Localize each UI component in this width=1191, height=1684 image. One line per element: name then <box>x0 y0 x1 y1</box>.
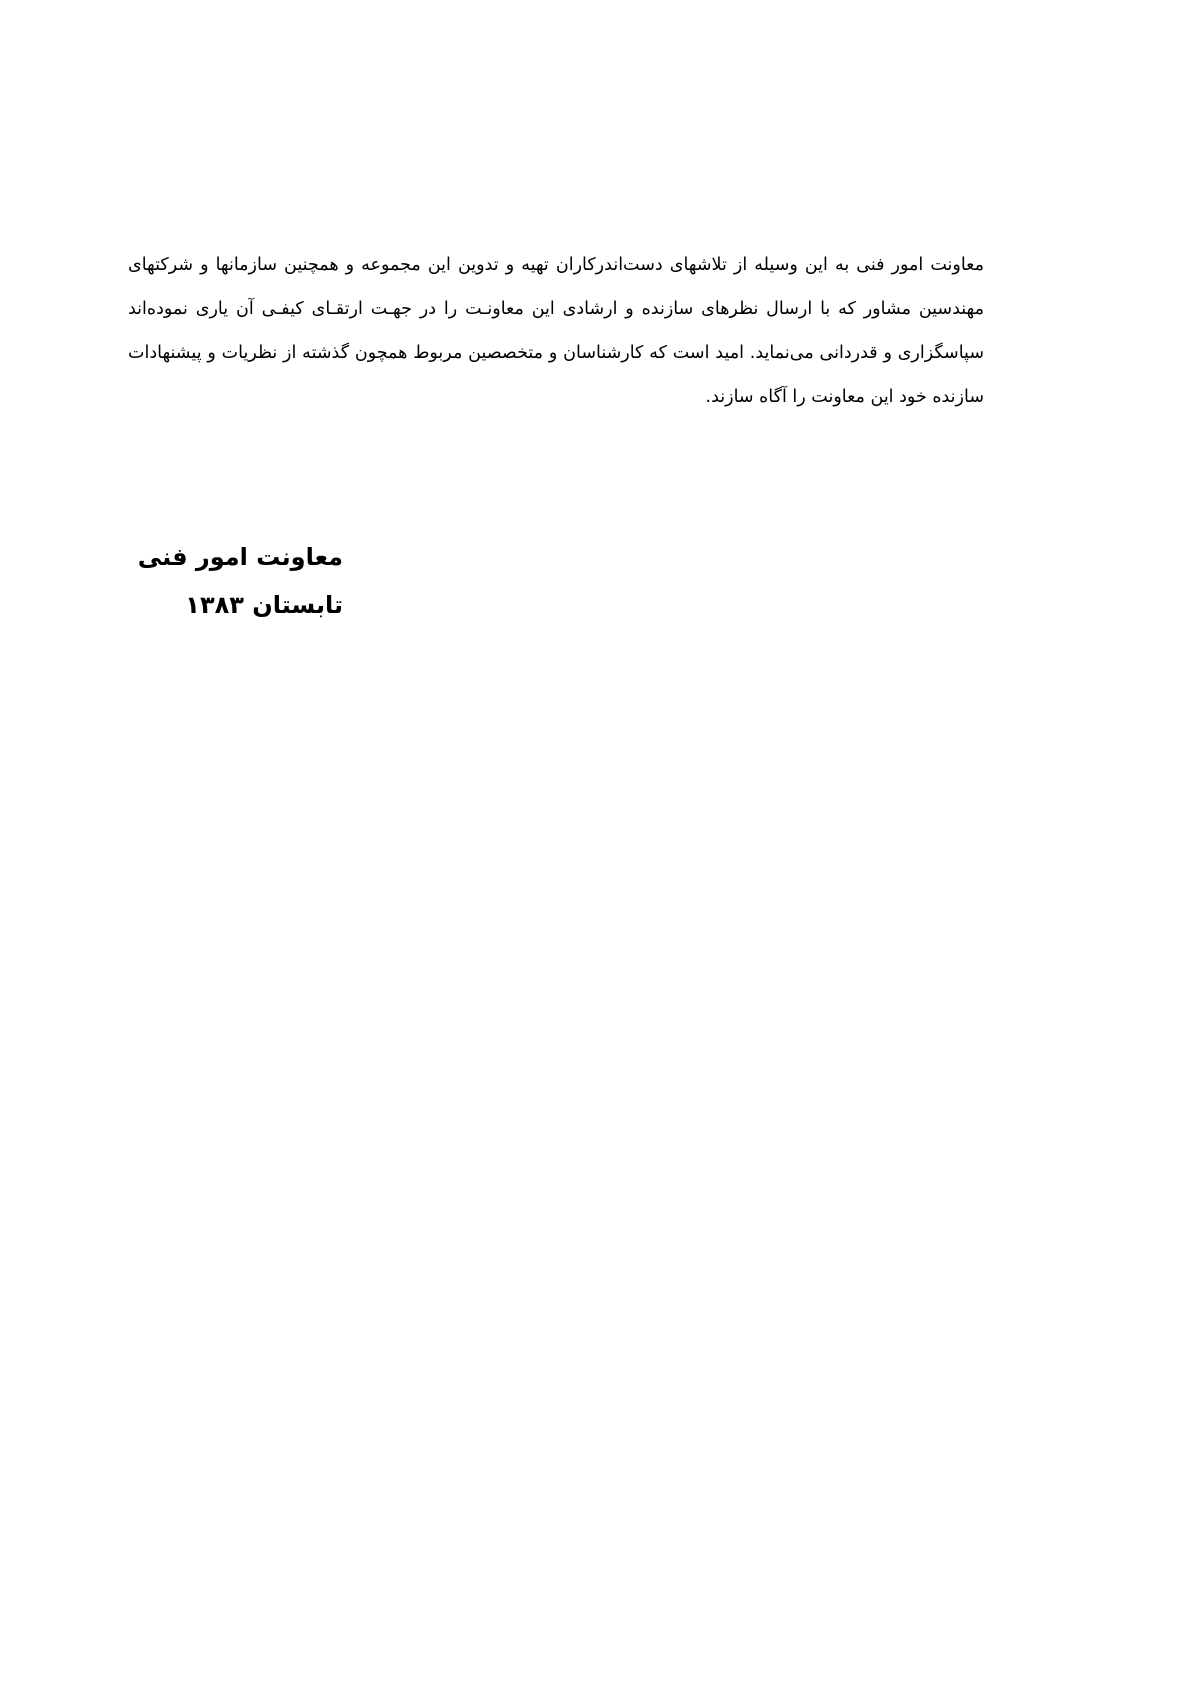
signature-office: معاونت امور فنی <box>137 543 343 571</box>
signature-block <box>138 533 343 629</box>
acknowledgement-paragraph: معاونت امور فنی به این وسیله از تلاشهای دست‌اندرکاران تهیه و تدوین این مجموعه و همچنین سازمانها و شرکتهای مهندسین مشاور که با ارسال نظرهای سازنده و ارشادی این معاونـت را در جهـت ارتقـای کیفـی آن یاری نموده‌اند سپاسگزاری و قدردانی می‌نماید. امید است که کارشناسان و متخصصین مربوط همچون گذشته از نظریات و پیشنهادات سازنده خود این معاونت را آگاه سازند. <box>128 255 984 407</box>
signature-date: تابستان ۱۳۸۳ <box>185 591 343 619</box>
